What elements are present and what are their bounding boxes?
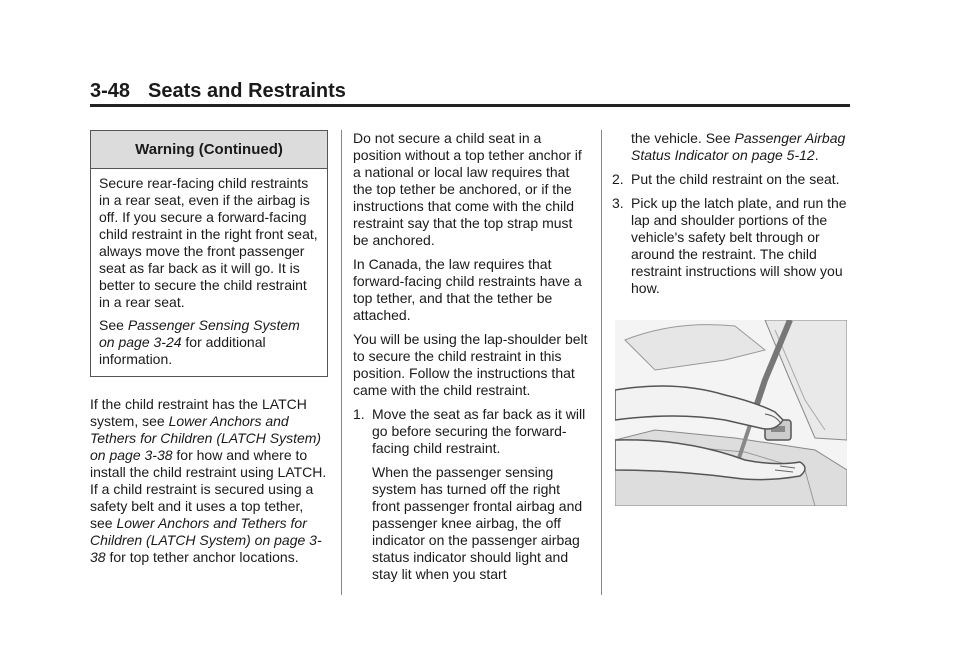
warning-see [99, 317, 319, 368]
latch-text-c: for top tether anchor locations. [105, 549, 299, 565]
page-header [90, 80, 346, 103]
step-1-subtext: When the passenger sensing system has turned off the right front passenger frontal airbag and passenger knee airbag, the off indicator on the passenger airbag status indicator should light and stay lit when you start [372, 464, 583, 582]
column-3 [612, 130, 850, 510]
column-divider-2 [601, 130, 602, 595]
continued-text-b: . [814, 147, 819, 163]
step-2-text: Put the child restraint on the seat. [631, 171, 840, 187]
step-2-number: 2. [612, 171, 624, 187]
warning-body [91, 169, 327, 376]
warning-see-suffix: for additional information. [99, 334, 266, 367]
page-number: 3-48 [90, 80, 131, 102]
latch-link-1[interactable]: Lower Anchors and Tethers for Children (LATCH System) on page 3-38 [90, 413, 322, 463]
latch-text-a: If the child restraint has the LATCH system, see [90, 396, 307, 429]
step-3 [612, 195, 850, 297]
canada-paragraph: In Canada, the law requires that forward-facing child restraints have a top tether, and that the tether be attached. [353, 256, 582, 323]
child-restraint-illustration [615, 320, 847, 506]
column-divider-1 [341, 130, 342, 595]
latch-text-b: for how and where to install the child restraint using LATCH. If a child restraint is secured using a safety belt and it uses a top tether, see [90, 447, 327, 531]
warning-text: Secure rear-facing child restraints in a rear seat, even if the airbag is off. If you secure a forward-facing child restraint in the right front seat, always move the front passenger seat as far back as it will go. It is better to secure the child restraint in a rear seat. [99, 175, 318, 310]
warning-box [90, 130, 328, 377]
column-2 [353, 130, 591, 590]
warning-see-link[interactable]: Passenger Sensing System on page 3-24 [99, 317, 300, 350]
step-3-text: Pick up the latch plate, and run the lap and shoulder portions of the vehicle's safety belt through or around the restraint. The child restraint instructions will show you how. [631, 195, 847, 296]
step-1-number: 1. [353, 406, 365, 422]
section-title: Seats and Restraints [148, 80, 346, 102]
latch-paragraph [90, 396, 328, 566]
warning-see-prefix: See [99, 317, 128, 333]
header-rule [90, 104, 850, 107]
airbag-indicator-link[interactable]: Passenger Airbag Status Indicator on page 5-12 [631, 130, 846, 163]
step-3-number: 3. [612, 195, 624, 211]
step-1 [353, 406, 591, 583]
tether-paragraph: Do not secure a child seat in a position without a top tether anchor if a national or local law requires that the top tether be anchored, or if the instructions that come with the child restraint say that the top strap must be anchored. [353, 130, 582, 248]
warning-title: Warning (Continued) [91, 131, 327, 169]
latch-link-2[interactable]: Lower Anchors and Tethers for Children (LATCH System) on page 3-38 [90, 515, 322, 565]
step-1-text: Move the seat as far back as it will go before securing the forward-facing child restraint. [372, 406, 586, 456]
step-1-continued [612, 130, 850, 164]
step-2 [612, 171, 850, 188]
column-1 [90, 130, 328, 573]
continued-text-a: the vehicle. See [631, 130, 735, 146]
lap-shoulder-paragraph: You will be using the lap-shoulder belt to secure the child restraint in this position. Follow the instructions that came with the child restraint. [353, 331, 588, 398]
